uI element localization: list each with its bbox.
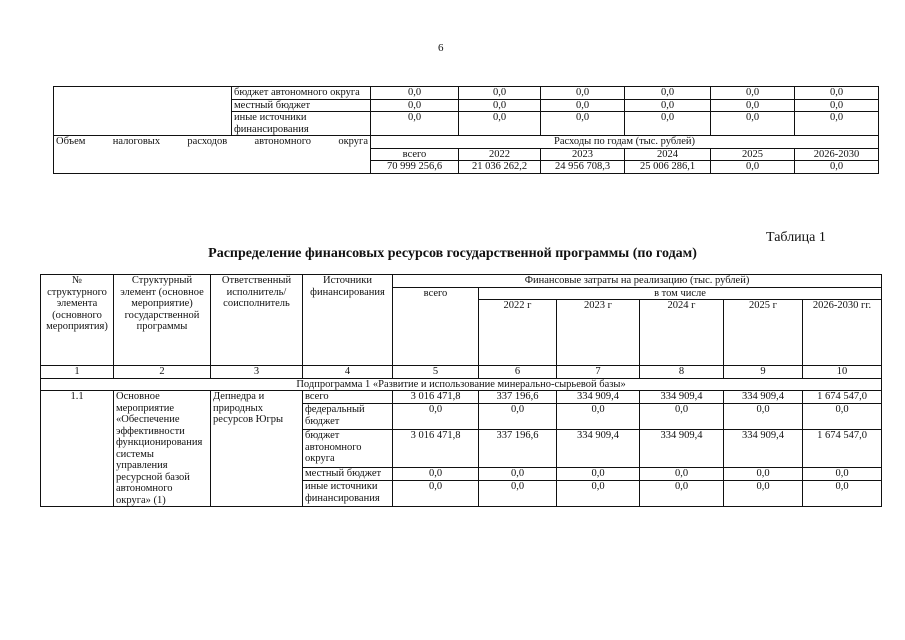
value-cell: 0,0 [479, 467, 557, 480]
value-cell: 0,0 [393, 404, 479, 430]
table-caption: Таблица 1 [766, 230, 826, 245]
table-row [41, 366, 882, 379]
value-cell: 0,0 [479, 404, 557, 430]
value-cell: 0,0 [541, 112, 625, 136]
header-year: 2023 г [557, 300, 640, 366]
year-header: 2022 [459, 148, 541, 161]
source-cell: бюджет автономного округа [232, 87, 371, 100]
value-cell: 0,0 [640, 467, 724, 480]
value-cell: 0,0 [711, 112, 795, 136]
value-cell: 0,0 [625, 87, 711, 100]
element-number: 1.1 [41, 391, 114, 507]
value-cell: 334 909,4 [557, 391, 640, 404]
year-header: 2025 [711, 148, 795, 161]
element-executor: Депнедра и природных ресурсов Югры [211, 391, 303, 507]
table-row [54, 87, 879, 100]
value-cell: 0,0 [541, 87, 625, 100]
element-name: Основное мероприятие «Обеспечение эффективности функционирования системы управления ресурсной базой автономного округа» (1) [114, 391, 211, 507]
table-row [54, 136, 879, 149]
header-year: 2022 г [479, 300, 557, 366]
column-number: 2 [114, 366, 211, 379]
column-number: 4 [303, 366, 393, 379]
year-value: 70 999 256,6 [371, 161, 459, 174]
value-cell: 0,0 [724, 404, 803, 430]
value-cell: 0,0 [803, 481, 882, 507]
value-cell: 0,0 [459, 99, 541, 112]
header-including: в том числе [479, 287, 882, 300]
header-executor: Ответственный исполнитель/соисполнитель [211, 275, 303, 366]
value-cell: 0,0 [557, 467, 640, 480]
column-number: 3 [211, 366, 303, 379]
year-value: 0,0 [795, 161, 879, 174]
empty-cell [54, 87, 232, 136]
column-number: 6 [479, 366, 557, 379]
year-value: 24 956 708,3 [541, 161, 625, 174]
source-cell: местный бюджет [232, 99, 371, 112]
value-cell: 3 016 471,8 [393, 391, 479, 404]
source-cell: бюджет автономного округа [303, 430, 393, 468]
year-value: 25 006 286,1 [625, 161, 711, 174]
header-number: № структурного элемента (основного мероприятия) [41, 275, 114, 366]
table-row [41, 391, 882, 404]
year-value: 0,0 [711, 161, 795, 174]
source-cell: иные источники финансирования [303, 481, 393, 507]
table-row [41, 275, 882, 288]
source-cell: федеральный бюджет [303, 404, 393, 430]
value-cell: 0,0 [724, 481, 803, 507]
column-number: 5 [393, 366, 479, 379]
value-cell: 0,0 [393, 481, 479, 507]
value-cell: 0,0 [724, 467, 803, 480]
value-cell: 0,0 [541, 99, 625, 112]
value-cell: 334 909,4 [724, 391, 803, 404]
column-number: 7 [557, 366, 640, 379]
header-total: всего [393, 287, 479, 366]
tax-expenses-label: Объем налоговых расходов автономного округа [54, 136, 371, 174]
header-source: Источники финансирования [303, 275, 393, 366]
value-cell: 0,0 [371, 87, 459, 100]
table-row [41, 378, 882, 391]
source-cell: всего [303, 391, 393, 404]
value-cell: 0,0 [795, 112, 879, 136]
value-cell: 0,0 [393, 467, 479, 480]
value-cell: 0,0 [795, 87, 879, 100]
column-number: 9 [724, 366, 803, 379]
value-cell: 0,0 [795, 99, 879, 112]
value-cell: 1 674 547,0 [803, 430, 882, 468]
column-number: 8 [640, 366, 724, 379]
value-cell: 0,0 [640, 481, 724, 507]
top-financing-table [53, 86, 879, 174]
value-cell: 0,0 [479, 481, 557, 507]
value-cell: 0,0 [371, 99, 459, 112]
year-header: 2023 [541, 148, 625, 161]
value-cell: 0,0 [459, 112, 541, 136]
value-cell: 0,0 [557, 481, 640, 507]
value-cell: 1 674 547,0 [803, 391, 882, 404]
year-header: всего [371, 148, 459, 161]
year-header: 2024 [625, 148, 711, 161]
table-title: Распределение финансовых ресурсов государственной программы (по годам) [208, 246, 697, 261]
value-cell: 0,0 [803, 404, 882, 430]
value-cell: 334 909,4 [724, 430, 803, 468]
header-year: 2024 г [640, 300, 724, 366]
value-cell: 0,0 [371, 112, 459, 136]
value-cell: 337 196,6 [479, 391, 557, 404]
source-cell: иные источники финансирования [232, 112, 371, 136]
value-cell: 0,0 [459, 87, 541, 100]
year-value: 21 036 262,2 [459, 161, 541, 174]
header-element: Структурный элемент (основное мероприятие) государственной программы [114, 275, 211, 366]
value-cell: 0,0 [557, 404, 640, 430]
value-cell: 0,0 [625, 99, 711, 112]
page-number: 6 [438, 42, 444, 54]
value-cell: 334 909,4 [640, 391, 724, 404]
value-cell: 0,0 [803, 467, 882, 480]
header-costs: Финансовые затраты на реализацию (тыс. рублей) [393, 275, 882, 288]
value-cell: 0,0 [711, 87, 795, 100]
value-cell: 334 909,4 [640, 430, 724, 468]
expenses-header: Расходы по годам (тыс. рублей) [371, 136, 879, 149]
value-cell: 334 909,4 [557, 430, 640, 468]
value-cell: 337 196,6 [479, 430, 557, 468]
column-number: 10 [803, 366, 882, 379]
column-number: 1 [41, 366, 114, 379]
financial-resources-table [40, 274, 882, 507]
header-year: 2025 г [724, 300, 803, 366]
value-cell: 3 016 471,8 [393, 430, 479, 468]
subprogram-title: Подпрограмма 1 «Развитие и использование минерально-сырьевой базы» [41, 378, 882, 391]
value-cell: 0,0 [625, 112, 711, 136]
value-cell: 0,0 [640, 404, 724, 430]
year-header: 2026-2030 [795, 148, 879, 161]
source-cell: местный бюджет [303, 467, 393, 480]
header-year: 2026-2030 гг. [803, 300, 882, 366]
value-cell: 0,0 [711, 99, 795, 112]
